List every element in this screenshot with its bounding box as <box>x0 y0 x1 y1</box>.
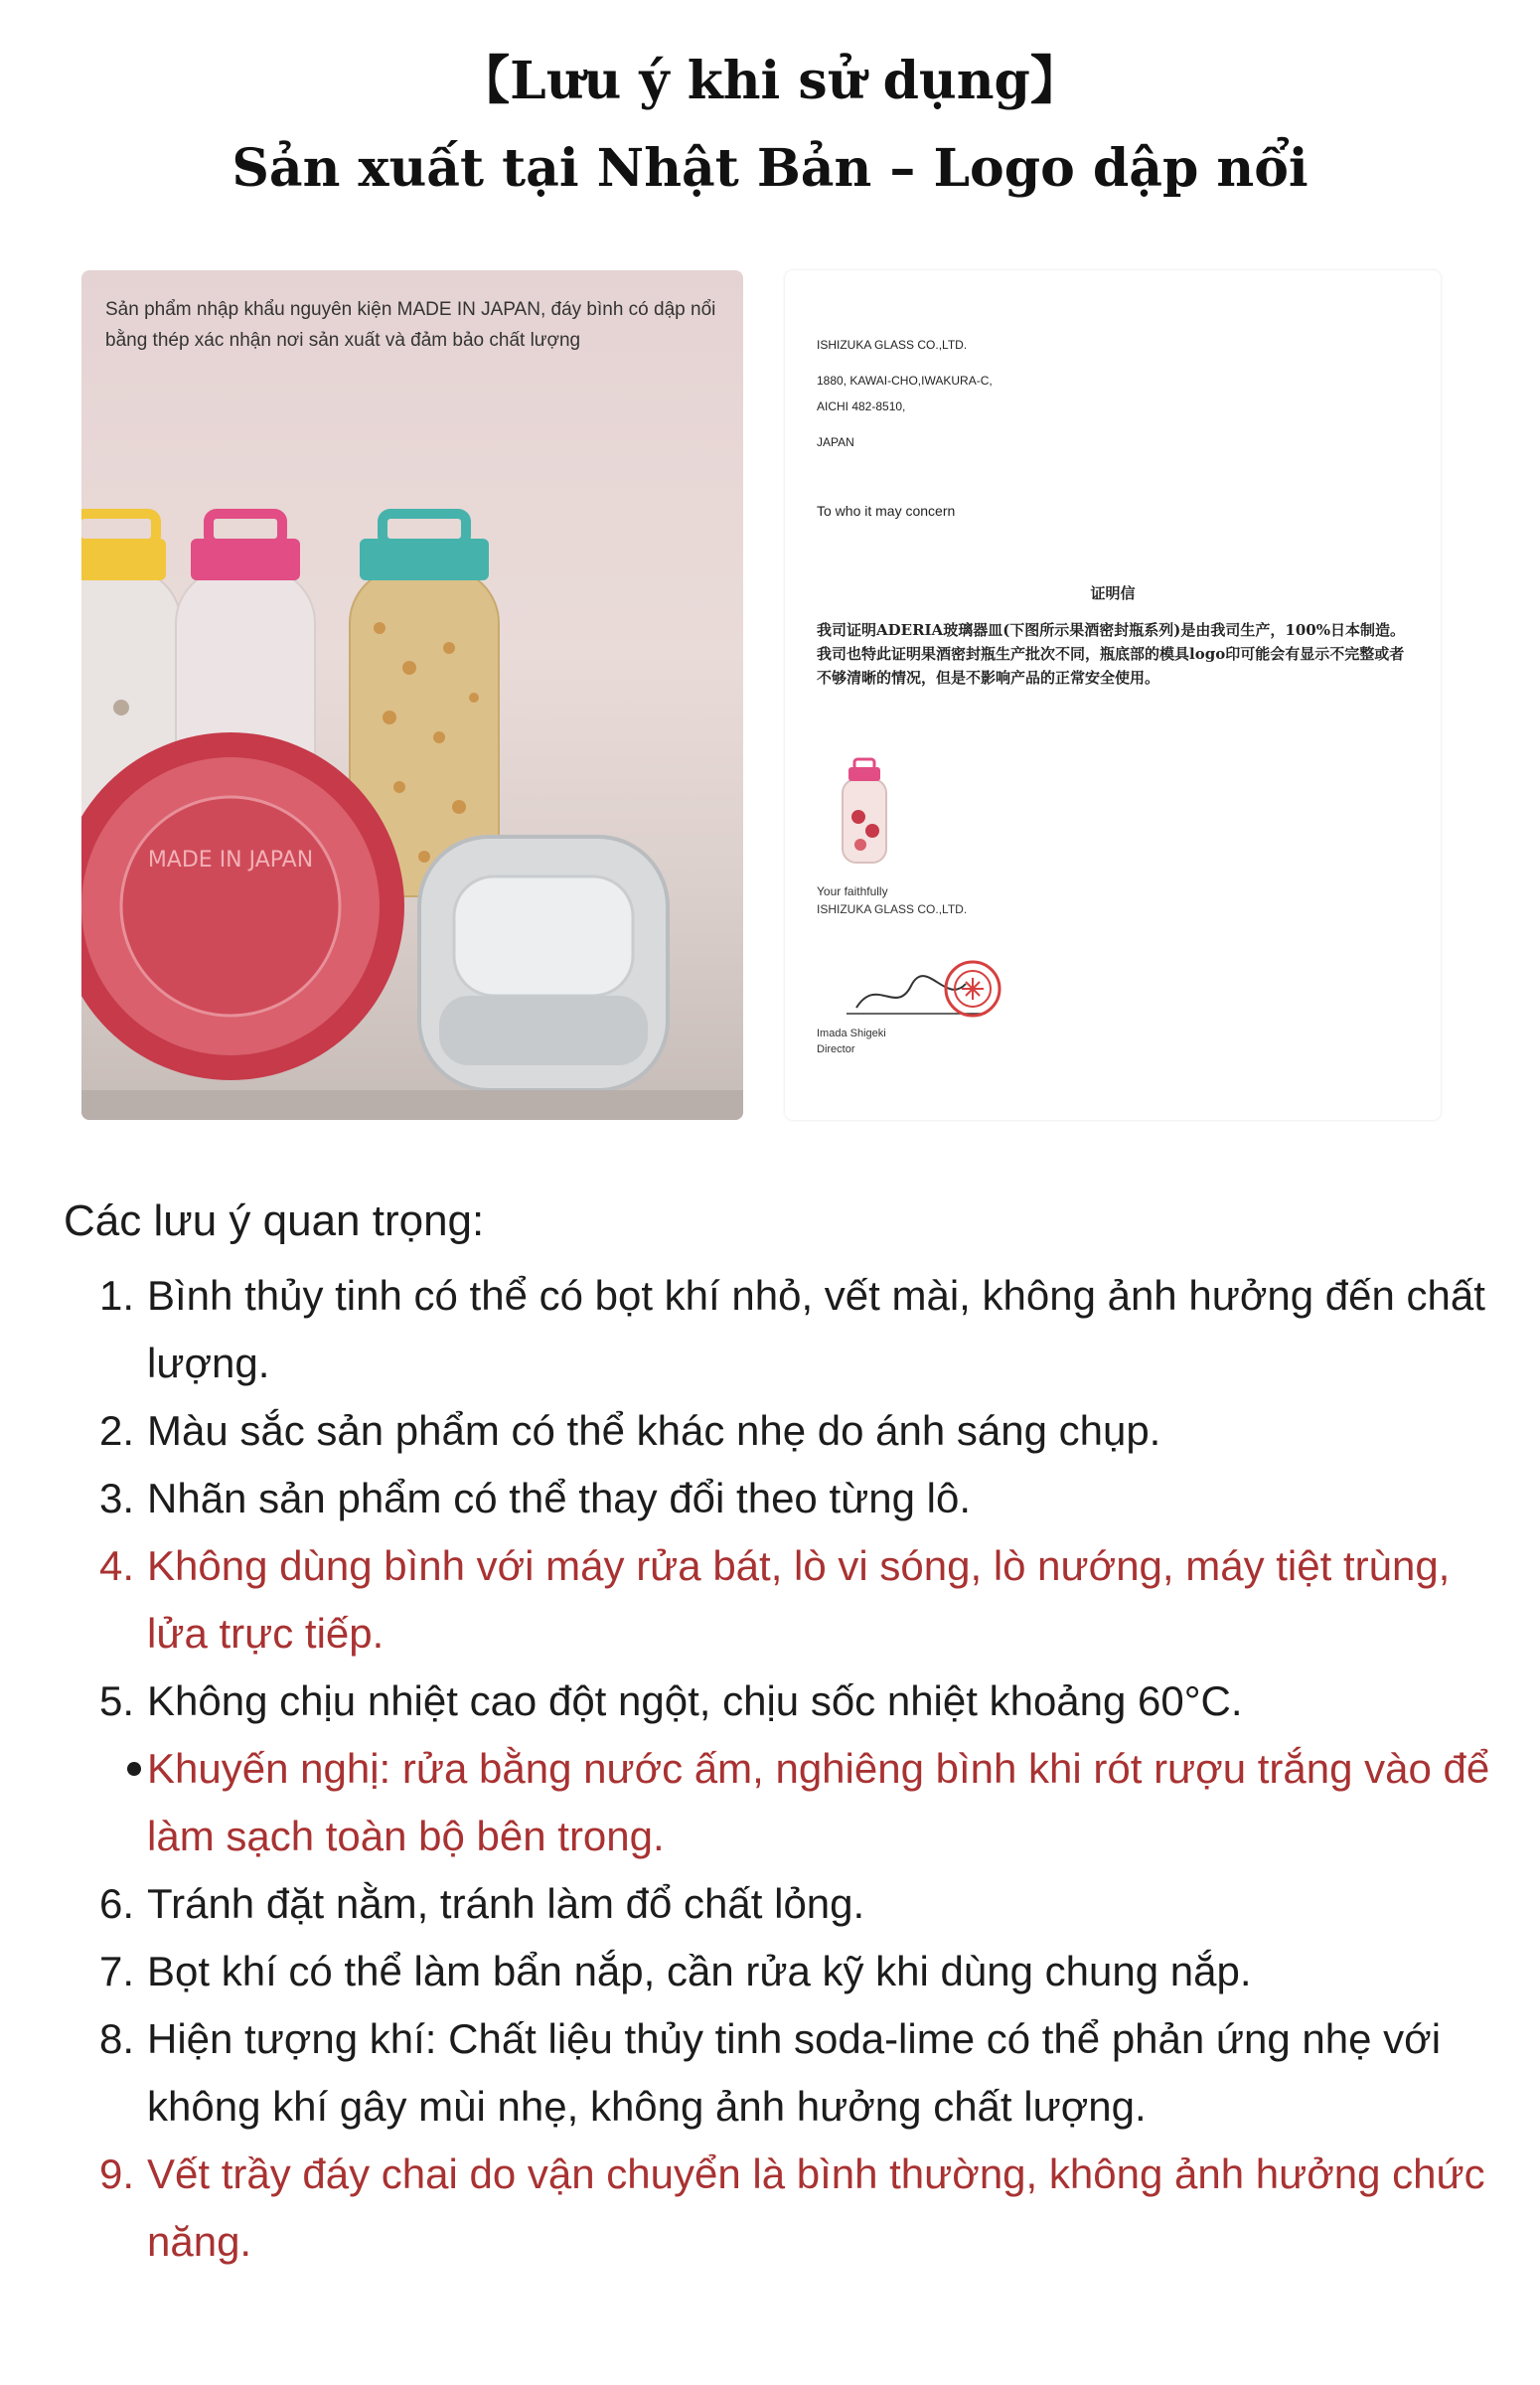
note-number: 8. <box>99 2015 135 2062</box>
cert-closing: Your faithfully <box>817 884 888 898</box>
photo-caption: Sản phẩm nhập khẩu nguyên kiện MADE IN JAPAN, đáy bình có dập nổi bằng thép xác nhận nơi sản xuất và đảm bảo chất lượng <box>105 299 716 351</box>
note-number: 6. <box>99 1880 135 1927</box>
cert-address-2: AICHI 482-8510, <box>817 399 906 413</box>
jar-thumbnail-icon <box>835 757 894 867</box>
note-item <box>64 1262 1494 1397</box>
certificate-letter <box>785 270 1441 1120</box>
note-item <box>64 1397 1494 1465</box>
note-text: Hiện tượng khí: Chất liệu thủy tinh soda-lime có thể phản ứng nhẹ với không khí gây mùi nhẹ, không ảnh hưởng chất lượng. <box>147 2015 1442 2130</box>
jar-bottom-clear <box>419 837 668 1090</box>
page-subtitle: Sản xuất tại Nhật Bản – Logo dập nổi <box>231 138 1309 199</box>
note-text: Vết trầy đáy chai do vận chuyển là bình thường, không ảnh hưởng chức năng. <box>147 2150 1485 2265</box>
note-number: 3. <box>99 1475 135 1521</box>
note-item <box>64 1735 1494 1870</box>
note-text: Tránh đặt nằm, tránh làm đổ chất lỏng. <box>147 1880 865 1927</box>
product-photo <box>81 270 743 1120</box>
embossed-text: MADE IN JAPAN <box>147 848 314 873</box>
note-item <box>64 1668 1494 1735</box>
note-text: Màu sắc sản phẩm có thể khác nhẹ do ánh sáng chụp. <box>147 1407 1161 1454</box>
note-number: 7. <box>99 1948 135 1994</box>
notes-title: Các lưu ý quan trọng: <box>64 1196 485 1245</box>
cert-address-3: JAPAN <box>817 435 854 449</box>
jar-illustration <box>81 270 743 1120</box>
signer-title: Director <box>817 1043 855 1055</box>
bullet-icon <box>127 1762 141 1776</box>
note-item <box>64 1938 1494 2005</box>
cert-company-sign: ISHIZUKA GLASS CO.,LTD. <box>817 902 968 916</box>
note-item <box>64 2141 1494 2276</box>
note-text: Bọt khí có thể làm bẩn nắp, cần rửa kỹ khi dùng chung nắp. <box>147 1948 1252 1994</box>
note-item <box>64 2005 1494 2141</box>
cert-body: 我司证明ADERIA玻璃器皿(下图所示果酒密封瓶系列)是由我司生产，100%日本制造。我司也特此证明果酒密封瓶生产批次不同，瓶底部的模具logo印可能会有显示不完整或者不够清晰的情况，但是不影响产品的正常安全使用。 <box>817 621 1405 687</box>
cert-salutation: To who it may concern <box>817 503 956 519</box>
note-item <box>64 1465 1494 1532</box>
page-title: 【Lưu ý khi sử dụng】 <box>458 51 1082 111</box>
note-text: Bình thủy tinh có thể có bọt khí nhỏ, vết mài, không ảnh hưởng đến chất lượng. <box>147 1272 1485 1386</box>
note-text: Không dùng bình với máy rửa bát, lò vi sóng, lò nướng, máy tiệt trùng, lửa trực tiếp. <box>147 1542 1451 1657</box>
note-number: 5. <box>99 1677 135 1724</box>
note-text: Khuyến nghị: rửa bằng nước ấm, nghiêng bình khi rót rượu trắng vào để làm sạch toàn bộ bên trong. <box>147 1745 1490 1859</box>
cert-address-1: 1880, KAWAI-CHO,IWAKURA-C, <box>817 374 993 388</box>
note-text: Không chịu nhiệt cao đột ngột, chịu sốc nhiệt khoảng 60°C. <box>147 1677 1243 1724</box>
cert-company: ISHIZUKA GLASS CO.,LTD. <box>817 338 968 352</box>
note-number: 4. <box>99 1542 135 1589</box>
signer-name: Imada Shigeki <box>817 1028 886 1039</box>
company-seal <box>942 958 1003 1020</box>
note-number: 9. <box>99 2150 135 2197</box>
note-item <box>64 1870 1494 1938</box>
note-number: 2. <box>99 1407 135 1454</box>
notes-list <box>64 1262 1494 2276</box>
note-text: Nhãn sản phẩm có thể thay đổi theo từng lô. <box>147 1475 971 1521</box>
cert-heading: 证明信 <box>1090 584 1136 602</box>
note-number: 1. <box>99 1272 135 1319</box>
note-item <box>64 1532 1494 1668</box>
